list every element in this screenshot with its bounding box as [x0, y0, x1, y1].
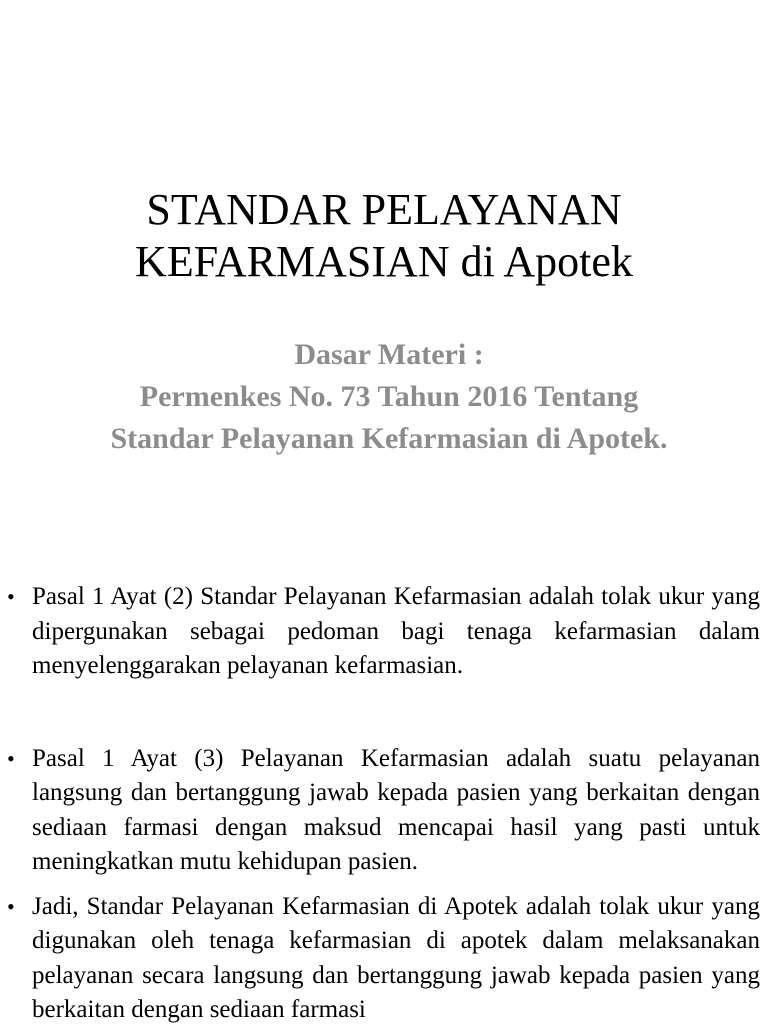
page-title — [0, 184, 768, 288]
bullet-text: Pasal 1 Ayat (3) Pelayanan Kefarmasian adalah suatu pelayanan langsung dan bertanggung jawab kepada pasien yang berkaitan dengan sediaan farmasi dengan maksud mencapai hasil yang pasti untuk meningkatkan mutu kehidupan pasien. — [32, 744, 760, 875]
subtitle-line-1: Dasar Materi : — [294, 338, 484, 371]
page-subtitle — [0, 334, 768, 460]
subtitle-line-2: Permenkes No. 73 Tahun 2016 Tentang — [139, 380, 639, 413]
title-line-1: STANDAR PELAYANAN — [146, 185, 622, 234]
bullet-marker: • — [7, 893, 15, 919]
bullet-text: Jadi, Standar Pelayanan Kefarmasian di Apotek adalah tolak ukur yang digunakan oleh tenaga kefarmasian di apotek dalam melaksanakan pelayanan secara langsung dan bertanggung jawab kepada pasien yang berkaitan dengan sediaan farmasi — [32, 892, 760, 1023]
bullet-list — [0, 580, 768, 1024]
bullet-text: Pasal 1 Ayat (2) Standar Pelayanan Kefarmasian adalah tolak ukur yang dipergunakan sebagai pedoman bagi tenaga kefarmasian dalam menyelenggarakan pelayanan kefarmasian. — [32, 583, 760, 679]
subtitle-line-3: Standar Pelayanan Kefarmasian di Apotek. — [110, 422, 668, 455]
title-line-2: KEFARMASIAN di Apotek — [135, 237, 633, 286]
bullet-item-kesimpulan — [0, 890, 768, 1024]
bullet-item-pasal-1-ayat-2 — [0, 580, 768, 684]
bullet-item-pasal-1-ayat-3 — [0, 742, 768, 880]
bullet-marker: • — [7, 584, 15, 609]
bullet-marker: • — [7, 745, 15, 771]
